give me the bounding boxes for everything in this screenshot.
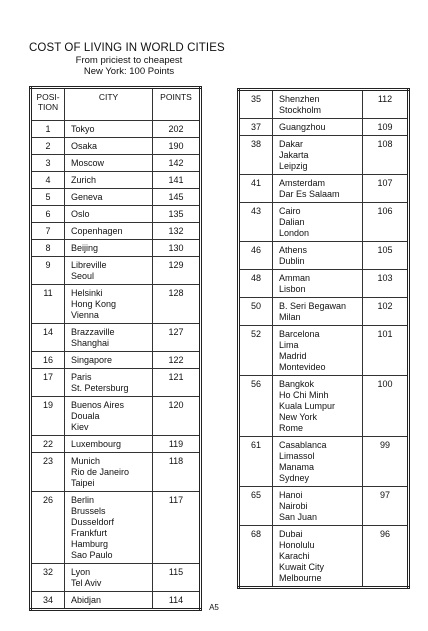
city-name: Frankfurt bbox=[71, 528, 108, 538]
row-points: 99 bbox=[363, 437, 409, 487]
city-name: Copenhagen bbox=[71, 226, 123, 236]
row-points: 102 bbox=[363, 298, 409, 326]
city-name: Vienna bbox=[71, 310, 99, 320]
row-position: 22 bbox=[31, 436, 65, 453]
row-position: 9 bbox=[31, 257, 65, 285]
city-name: Dakar bbox=[279, 139, 304, 149]
table-row bbox=[239, 203, 409, 242]
row-points: 190 bbox=[153, 138, 201, 155]
row-cities bbox=[65, 453, 153, 492]
table-row bbox=[239, 90, 409, 119]
row-points: 118 bbox=[153, 453, 201, 492]
table-row bbox=[239, 526, 409, 588]
table-header-row bbox=[31, 88, 201, 121]
city-name: Douala bbox=[71, 411, 100, 421]
table-row bbox=[239, 119, 409, 136]
table-row bbox=[31, 206, 201, 223]
city-name: Lima bbox=[279, 340, 299, 350]
row-points: 142 bbox=[153, 155, 201, 172]
row-position: 19 bbox=[31, 397, 65, 436]
city-name: Berlin bbox=[71, 495, 95, 505]
row-points: 132 bbox=[153, 223, 201, 240]
row-points: 97 bbox=[363, 487, 409, 526]
city-name: Bangkok bbox=[279, 379, 315, 389]
table-row bbox=[239, 175, 409, 203]
row-points: 141 bbox=[153, 172, 201, 189]
subtitle-line-1: From priciest to cheapest bbox=[75, 55, 183, 66]
table-row bbox=[31, 223, 201, 240]
city-name: Taipei bbox=[71, 478, 95, 488]
row-position: 52 bbox=[239, 326, 273, 376]
row-cities bbox=[273, 298, 363, 326]
city-name: Tokyo bbox=[71, 124, 95, 134]
row-cities bbox=[65, 155, 153, 172]
row-cities bbox=[65, 206, 153, 223]
row-points: 105 bbox=[363, 242, 409, 270]
row-points: 100 bbox=[363, 376, 409, 437]
row-points: 103 bbox=[363, 270, 409, 298]
city-name: Kiev bbox=[71, 422, 89, 432]
column-header-points: POINTS bbox=[153, 88, 201, 121]
city-name: Melbourne bbox=[279, 573, 322, 583]
row-cities bbox=[65, 138, 153, 155]
city-name: Casablanca bbox=[279, 440, 327, 450]
table-row bbox=[239, 487, 409, 526]
table-row bbox=[31, 564, 201, 592]
row-position: 11 bbox=[31, 285, 65, 324]
row-cities bbox=[273, 136, 363, 175]
row-cities bbox=[65, 189, 153, 206]
city-name: B. Seri Begawan bbox=[279, 301, 347, 311]
city-name: Brussels bbox=[71, 506, 106, 516]
city-name: Osaka bbox=[71, 141, 98, 151]
row-position: 17 bbox=[31, 369, 65, 397]
city-name: Geneva bbox=[71, 192, 103, 202]
city-name: Kuala Lumpur bbox=[279, 401, 336, 411]
table-row bbox=[31, 397, 201, 436]
city-name: Zurich bbox=[71, 175, 97, 185]
row-position: 23 bbox=[31, 453, 65, 492]
table-row bbox=[31, 257, 201, 285]
row-position: 48 bbox=[239, 270, 273, 298]
table-row bbox=[31, 369, 201, 397]
row-position: 56 bbox=[239, 376, 273, 437]
row-cities bbox=[273, 203, 363, 242]
city-name: Buenos Aires bbox=[71, 400, 125, 410]
row-points: 112 bbox=[363, 90, 409, 119]
row-cities bbox=[65, 324, 153, 352]
row-points: 130 bbox=[153, 240, 201, 257]
column-header-position: POSI-TION bbox=[31, 88, 65, 121]
city-name: Athens bbox=[279, 245, 308, 255]
row-cities bbox=[65, 223, 153, 240]
row-points: 115 bbox=[153, 564, 201, 592]
city-name: Dusseldorf bbox=[71, 517, 115, 527]
city-name: Dalian bbox=[279, 217, 305, 227]
row-position: 41 bbox=[239, 175, 273, 203]
row-position: 5 bbox=[31, 189, 65, 206]
row-cities bbox=[65, 285, 153, 324]
city-name: Kuwait City bbox=[279, 562, 325, 572]
table-row bbox=[239, 326, 409, 376]
row-position: 2 bbox=[31, 138, 65, 155]
row-cities bbox=[273, 119, 363, 136]
page-subtitle bbox=[29, 55, 229, 77]
city-name: Moscow bbox=[71, 158, 105, 168]
row-points: 109 bbox=[363, 119, 409, 136]
city-name: Seoul bbox=[71, 271, 95, 281]
table-row bbox=[239, 376, 409, 437]
city-name: Nairobi bbox=[279, 501, 308, 511]
row-cities bbox=[273, 242, 363, 270]
city-name: Amsterdam bbox=[279, 178, 326, 188]
city-name: Ho Chi Minh bbox=[279, 390, 329, 400]
row-cities bbox=[65, 397, 153, 436]
row-cities bbox=[273, 326, 363, 376]
row-points: 135 bbox=[153, 206, 201, 223]
city-name: Lisbon bbox=[279, 284, 306, 294]
table-row bbox=[239, 437, 409, 487]
table-row bbox=[31, 189, 201, 206]
city-name: Munich bbox=[71, 456, 101, 466]
table-row bbox=[31, 352, 201, 369]
table-row bbox=[31, 285, 201, 324]
row-cities bbox=[273, 526, 363, 588]
row-cities bbox=[65, 492, 153, 564]
city-name: Hanoi bbox=[279, 490, 303, 500]
city-name: Amman bbox=[279, 273, 311, 283]
row-position: 4 bbox=[31, 172, 65, 189]
row-cities bbox=[273, 376, 363, 437]
table-row bbox=[239, 136, 409, 175]
city-name: Dubai bbox=[279, 529, 303, 539]
row-points: 122 bbox=[153, 352, 201, 369]
city-name: New York bbox=[279, 412, 318, 422]
city-name: Shenzhen bbox=[279, 94, 320, 104]
row-position: 65 bbox=[239, 487, 273, 526]
city-name: Libreville bbox=[71, 260, 107, 270]
row-position: 68 bbox=[239, 526, 273, 588]
city-name: Karachi bbox=[279, 551, 310, 561]
row-position: 34 bbox=[31, 592, 65, 610]
row-points: 119 bbox=[153, 436, 201, 453]
table-row bbox=[31, 324, 201, 352]
table-row bbox=[31, 436, 201, 453]
row-position: 14 bbox=[31, 324, 65, 352]
row-position: 37 bbox=[239, 119, 273, 136]
row-points: 107 bbox=[363, 175, 409, 203]
city-name: Rome bbox=[279, 423, 304, 433]
row-position: 35 bbox=[239, 90, 273, 119]
city-name: Barcelona bbox=[279, 329, 320, 339]
city-name: Paris bbox=[71, 372, 92, 382]
row-cities bbox=[273, 90, 363, 119]
city-name: Sydney bbox=[279, 473, 310, 483]
subtitle-line-2: New York: 100 Points bbox=[83, 66, 175, 77]
table-row bbox=[31, 138, 201, 155]
table-row bbox=[31, 155, 201, 172]
city-name: Honolulu bbox=[279, 540, 315, 550]
city-name: Beijing bbox=[71, 243, 99, 253]
city-name: Shanghai bbox=[71, 338, 110, 348]
city-name: Guangzhou bbox=[279, 122, 326, 132]
row-position: 46 bbox=[239, 242, 273, 270]
city-name: Lyon bbox=[71, 567, 91, 577]
row-points: 96 bbox=[363, 526, 409, 588]
city-name: Hamburg bbox=[71, 539, 109, 549]
column-header-city: CITY bbox=[65, 88, 153, 121]
table-row bbox=[239, 270, 409, 298]
city-name: San Juan bbox=[279, 512, 318, 522]
row-points: 121 bbox=[153, 369, 201, 397]
city-name: Milan bbox=[279, 312, 301, 322]
row-cities bbox=[65, 172, 153, 189]
row-points: 127 bbox=[153, 324, 201, 352]
city-name: Luxembourg bbox=[71, 439, 122, 449]
page-title: COST OF LIVING IN WORLD CITIES bbox=[29, 42, 225, 54]
row-position: 43 bbox=[239, 203, 273, 242]
city-name: Singapore bbox=[71, 355, 113, 365]
row-cities bbox=[65, 257, 153, 285]
row-points: 114 bbox=[153, 592, 201, 610]
row-cities bbox=[273, 487, 363, 526]
row-points: 108 bbox=[363, 136, 409, 175]
table-row bbox=[31, 492, 201, 564]
table-row bbox=[31, 172, 201, 189]
cost-table-left bbox=[29, 86, 202, 611]
row-cities bbox=[65, 352, 153, 369]
city-name: Madrid bbox=[279, 351, 307, 361]
row-position: 1 bbox=[31, 121, 65, 138]
table-row bbox=[31, 121, 201, 138]
city-name: Dublin bbox=[279, 256, 305, 266]
row-position: 3 bbox=[31, 155, 65, 172]
city-name: Limassol bbox=[279, 451, 315, 461]
city-name: Hong Kong bbox=[71, 299, 117, 309]
table-row bbox=[31, 453, 201, 492]
city-name: Rio de Janeiro bbox=[71, 467, 130, 477]
city-name: Brazzaville bbox=[71, 327, 115, 337]
row-points: 117 bbox=[153, 492, 201, 564]
row-position: 38 bbox=[239, 136, 273, 175]
row-position: 8 bbox=[31, 240, 65, 257]
row-points: 101 bbox=[363, 326, 409, 376]
row-position: 50 bbox=[239, 298, 273, 326]
row-cities bbox=[65, 436, 153, 453]
city-name: Montevideo bbox=[279, 362, 326, 372]
row-cities bbox=[65, 564, 153, 592]
row-position: 7 bbox=[31, 223, 65, 240]
cost-table-right bbox=[237, 88, 410, 589]
row-points: 145 bbox=[153, 189, 201, 206]
row-position: 16 bbox=[31, 352, 65, 369]
city-name: Jakarta bbox=[279, 150, 309, 160]
row-points: 202 bbox=[153, 121, 201, 138]
city-name: Helsinki bbox=[71, 288, 103, 298]
row-position: 6 bbox=[31, 206, 65, 223]
row-cities bbox=[273, 175, 363, 203]
row-position: 32 bbox=[31, 564, 65, 592]
row-cities bbox=[273, 270, 363, 298]
row-points: 120 bbox=[153, 397, 201, 436]
city-name: Abidjan bbox=[71, 595, 102, 605]
city-name: Sao Paulo bbox=[71, 550, 113, 560]
city-name: Cairo bbox=[279, 206, 301, 216]
row-points: 106 bbox=[363, 203, 409, 242]
city-name: Tel Aviv bbox=[71, 578, 102, 588]
row-cities bbox=[65, 240, 153, 257]
row-points: 128 bbox=[153, 285, 201, 324]
city-name: Dar Es Salaam bbox=[279, 189, 340, 199]
city-name: Manama bbox=[279, 462, 315, 472]
city-name: St. Petersburg bbox=[71, 383, 129, 393]
row-cities bbox=[65, 369, 153, 397]
page-number: A5 bbox=[209, 603, 219, 612]
city-name: Stockholm bbox=[279, 105, 322, 115]
city-name: Oslo bbox=[71, 209, 90, 219]
city-name: London bbox=[279, 228, 310, 238]
table-row bbox=[31, 240, 201, 257]
table-row bbox=[239, 242, 409, 270]
row-cities bbox=[65, 121, 153, 138]
row-position: 61 bbox=[239, 437, 273, 487]
row-position: 26 bbox=[31, 492, 65, 564]
row-points: 129 bbox=[153, 257, 201, 285]
city-name: Leipzig bbox=[279, 161, 308, 171]
table-row bbox=[239, 298, 409, 326]
row-cities bbox=[273, 437, 363, 487]
